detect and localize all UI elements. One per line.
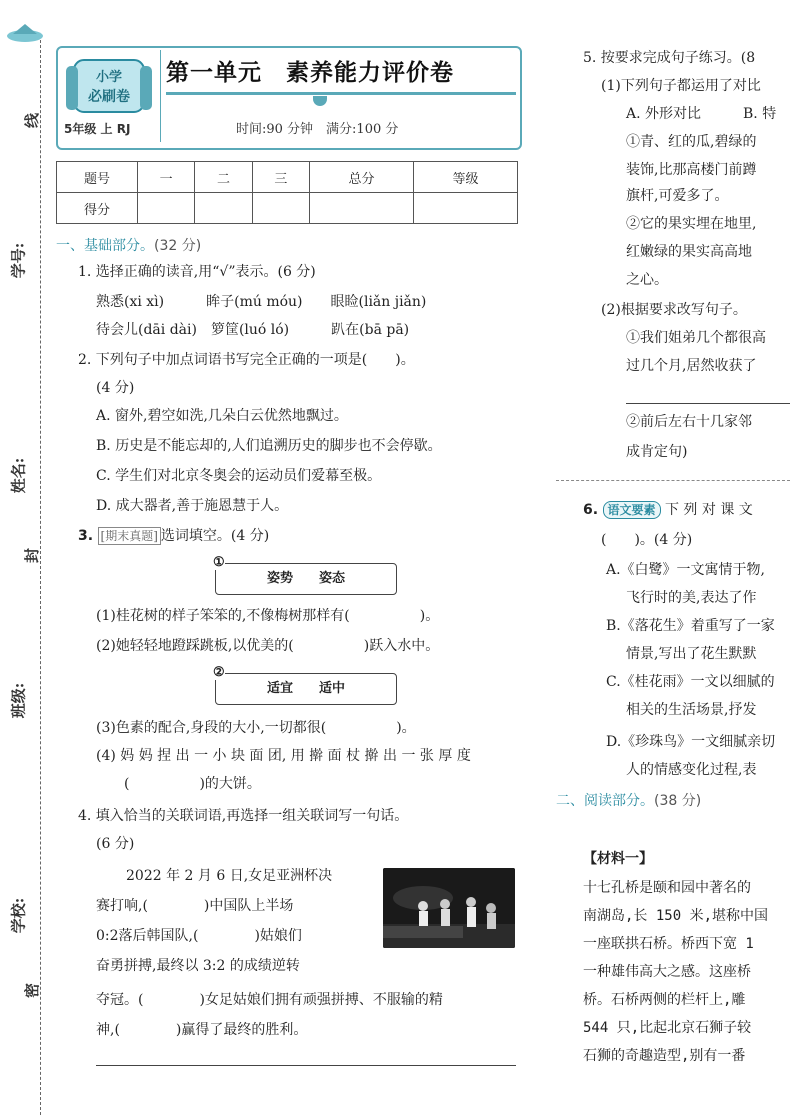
table-cell: 二 xyxy=(195,162,252,193)
q3-sentence-4b[interactable]: ( )的大饼。 xyxy=(124,776,261,792)
q2-stem: 2. 下列句子中加点词语书写完全正确的一项是( )。 xyxy=(78,352,415,368)
table-row xyxy=(57,193,518,224)
material-title: 【材料一】 xyxy=(583,851,653,867)
q6-option-d1[interactable]: D.《珍珠鸟》一文细腻亲切 xyxy=(606,734,776,750)
table-cell: 等级 xyxy=(414,162,518,193)
table-cell: 题号 xyxy=(57,162,138,193)
table-cell: 三 xyxy=(252,162,309,193)
score-input[interactable] xyxy=(252,193,309,224)
q2-option-c[interactable]: C. 学生们对北京冬奥会的运动员们爱幕至极。 xyxy=(96,468,382,484)
q5-line5: 红嫩绿的果实高高地 xyxy=(626,244,752,260)
score-table xyxy=(56,161,518,224)
q6-option-b2: 情景,写出了花生默默 xyxy=(626,646,757,662)
material-line2: 南湖岛,长 150 米,堪称中国 xyxy=(583,908,769,924)
score-input[interactable] xyxy=(138,193,195,224)
answer-line[interactable] xyxy=(626,403,790,404)
q4-passage-line5[interactable]: 夺冠。( )女足姑娘们拥有顽强拼搏、不服输的精 xyxy=(96,992,443,1008)
q4-points: (6 分) xyxy=(96,836,135,852)
svg-text:必刷卷: 必刷卷 xyxy=(88,89,130,105)
material-line6: 544 只,比起北京石狮子较 xyxy=(583,1020,752,1036)
q2-points: (4 分) xyxy=(96,380,135,396)
exam-tag: [期末真题] xyxy=(98,527,161,545)
word-box-1: ① 姿势 姿态 xyxy=(215,563,397,595)
q4-passage-line3[interactable]: 0:2落后韩国队,( )姑娘们 xyxy=(96,928,302,944)
football-photo xyxy=(383,868,515,948)
section-heading-basics: 一、基础部分。(32 分) xyxy=(56,238,202,254)
q6-stem-line: 6. 语文要素 下 列 对 课 文 xyxy=(583,502,753,518)
material-line7: 石狮的奇趣造型,别有一番 xyxy=(583,1048,746,1064)
class-field: 班级: xyxy=(9,682,28,719)
q4-passage-line1: 2022 年 2 月 6 日,女足亚洲杯决 xyxy=(126,868,333,884)
corner-ornament-icon xyxy=(5,22,45,46)
word-box-2: ② 适宜 适中 xyxy=(215,673,397,705)
material-line3: 一座联拱石桥。桥西下宽 1 xyxy=(583,936,754,952)
q5-sub1: (1)下列句子都运用了对比 xyxy=(601,78,761,94)
divider xyxy=(556,480,790,481)
score-input[interactable] xyxy=(310,193,414,224)
material-line1: 十七孔桥是颐和园中著名的 xyxy=(583,880,751,896)
score-input[interactable] xyxy=(195,193,252,224)
grade-label: 5年级 上 RJ xyxy=(64,122,131,136)
page-title: 第一单元 素养能力评价卷 xyxy=(166,60,454,86)
header-divider xyxy=(160,50,161,142)
q1-options-row2[interactable]: 待会儿(dāi dài) 箩筐(luó ló) 趴在(bā pā) xyxy=(96,322,410,338)
cut-mark-mi: 密 xyxy=(23,982,42,999)
answer-line[interactable] xyxy=(96,1065,516,1066)
name-field: 姓名: xyxy=(9,457,28,494)
chinese-elements-badge: 语文要素 xyxy=(603,501,661,519)
q2-option-a[interactable]: A. 窗外,碧空如洗,几朵白云优然地飘过。 xyxy=(96,408,348,424)
table-cell: 总分 xyxy=(310,162,414,193)
q3-stem-line: 3. [期末真题] 选词填空。(4 分) xyxy=(78,528,270,544)
title-underline xyxy=(166,92,516,95)
q5-line7: ①我们姐弟几个都很高 xyxy=(626,330,766,346)
q5-line6: 之心。 xyxy=(626,272,668,288)
student-id-field: 学号: xyxy=(9,242,28,279)
binding-line xyxy=(40,40,41,1115)
section-heading-reading: 二、阅读部分。(38 分) xyxy=(556,793,702,809)
q5-sub2: (2)根据要求改写句子。 xyxy=(601,302,747,318)
q5-line4: ②它的果实埋在地里, xyxy=(626,216,757,232)
q2-option-b[interactable]: B. 历史是不能忘却的,人们追溯历史的脚步也不会停歇。 xyxy=(96,438,442,454)
q6-option-c1[interactable]: C.《桂花雨》一文以细腻的 xyxy=(606,674,775,690)
q5-line9: ②前后左右十几家邻 xyxy=(626,414,752,430)
q5-line3: 旗杆,可爱多了。 xyxy=(626,188,729,204)
q2-option-d[interactable]: D. 成大器者,善于施恩慧于人。 xyxy=(96,498,289,514)
q4-passage-line2[interactable]: 赛打响,( )中国队上半场 xyxy=(96,898,294,914)
table-cell: 得分 xyxy=(57,193,138,224)
q1-options-row1[interactable]: 熟悉(xi xì) 眸子(mú móu) 眼睑(liǎn jiǎn) xyxy=(96,294,427,310)
q3-sentence-3[interactable]: (3)色素的配合,身段的大小,一切都很( )。 xyxy=(96,720,416,736)
q5-line10: 成肯定句) xyxy=(626,444,688,460)
q6-option-c2: 相关的生活场景,抒发 xyxy=(626,702,757,718)
q5-options[interactable]: A. 外形对比 B. 特 xyxy=(626,106,777,122)
score-input[interactable] xyxy=(414,193,518,224)
table-cell: 一 xyxy=(138,162,195,193)
material-line4: 一种雄伟高大之感。这座桥 xyxy=(583,964,751,980)
q3-sentence-4a[interactable]: (4) 妈 妈 捏 出 一 小 块 面 团, 用 擀 面 杖 擀 出 一 张 厚 度 xyxy=(96,748,471,764)
cut-mark-feng: 封 xyxy=(23,547,42,564)
q4-stem: 4. 填入恰当的关联词语,再选择一组关联词写一句话。 xyxy=(78,808,409,824)
q6-option-b1[interactable]: B.《落花生》着重写了一家 xyxy=(606,618,775,634)
table-row xyxy=(57,162,518,193)
q5-line2: 装饰,比那高楼门前蹲 xyxy=(626,162,757,178)
q3-sentence-1[interactable]: (1)桂花树的样子笨笨的,不像梅树那样有( )。 xyxy=(96,608,440,624)
cut-mark-xian: 线 xyxy=(23,112,42,129)
q4-passage-line6[interactable]: 神,( )赢得了最终的胜利。 xyxy=(96,1022,308,1038)
q4-passage-line4: 奋勇拼搏,最终以 3:2 的成绩逆转 xyxy=(96,958,300,974)
q6-option-a1[interactable]: A.《白鹭》一文寓情于物, xyxy=(606,562,766,578)
q5-line1: ①青、红的瓜,碧绿的 xyxy=(626,134,757,150)
material-line5: 桥。石桥两侧的栏杆上,雕 xyxy=(583,992,746,1008)
school-field: 学校: xyxy=(9,897,28,934)
q6-option-d2: 人的情感变化过程,表 xyxy=(626,762,757,778)
q5-line8: 过几个月,居然收获了 xyxy=(626,358,757,374)
q6-blank[interactable]: ( )。(4 分) xyxy=(601,532,693,548)
svg-text:小学: 小学 xyxy=(95,70,123,85)
q3-sentence-2[interactable]: (2)她轻轻地蹬踩跳板,以优美的( )跃入水中。 xyxy=(96,638,440,654)
q6-option-a2: 飞行时的美,表达了作 xyxy=(626,590,757,606)
exam-meta: 时间:90 分钟 满分:100 分 xyxy=(236,122,399,137)
q1-stem: 1. 选择正确的读音,用“√”表示。(6 分) xyxy=(78,264,316,280)
q5-stem: 5. 按要求完成句子练习。(8 xyxy=(583,50,756,66)
